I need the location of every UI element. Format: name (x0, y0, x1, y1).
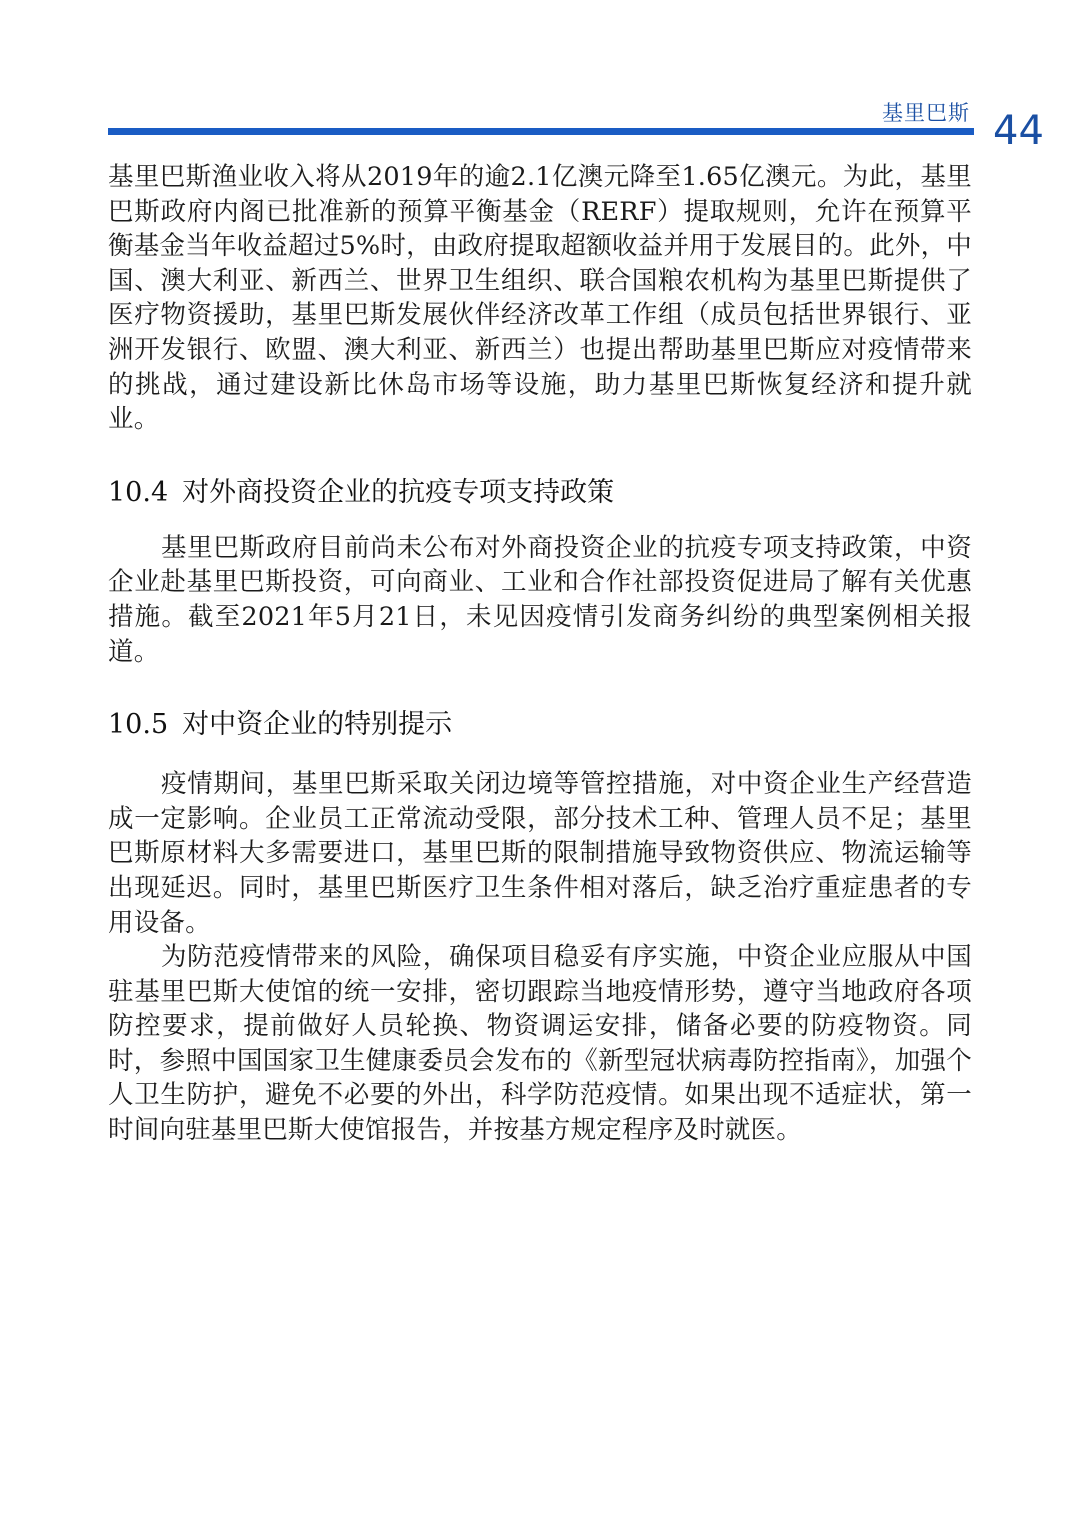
section-10-5-paragraph-2: 为防范疫情带来的风险，确保项目稳妥有序实施，中资企业应服从中国驻基里巴斯大使馆的统一安排，密切跟踪当地疫情形势，遵守当地政府各项防控要求，提前做好人员轮换、物资调运安排，储备必要的防疫物资。同时，参照中国国家卫生健康委员会发布的《新型冠状病毒防控指南》，加强个人卫生防护，避免不必要的外出，科学防范疫情。如果出现不适症状，第一时间向驻基里巴斯大使馆报告，并按基方规定程序及时就医。 (108, 942, 972, 1146)
section-number: 10.5 (108, 709, 169, 741)
page-body (108, 160, 972, 1148)
intro-paragraph: 基里巴斯渔业收入将从2019年的逾2.1亿澳元降至1.65亿澳元。为此，基里巴斯政府内阁已批准新的预算平衡基金（RERF）提取规则，允许在预算平衡基金当年收益超过5%时，由政府提取超额收益并用于发展目的。此外，中国、澳大利亚、新西兰、世界卫生组织、联合国粮农机构为基里巴斯提供了医疗物资援助，基里巴斯发展伙伴经济改革工作组（成员包括世界银行、亚洲开发银行、欧盟、澳大利亚、新西兰）也提出帮助基里巴斯应对疫情带来的挑战，通过建设新比休岛市场等设施，助力基里巴斯恢复经济和提升就业。 (108, 162, 972, 435)
header-rule (108, 128, 974, 135)
section-10-5-paragraph-1: 疫情期间，基里巴斯采取关闭边境等管控措施，对中资企业生产经营造成一定影响。企业员工正常流动受限，部分技术工种、管理人员不足；基里巴斯原材料大多需要进口，基里巴斯的限制措施导致物资供应、物流运输等出现延迟。同时，基里巴斯医疗卫生条件相对落后，缺乏治疗重症患者的专用设备。 (108, 769, 972, 938)
page-number: 44 (993, 108, 1044, 154)
section-title: 对中资企业的特别提示 (182, 709, 453, 741)
section-heading-10-4 (108, 475, 972, 511)
section-number: 10.4 (108, 476, 169, 508)
section-title: 对外商投资企业的抗疫专项支持政策 (182, 476, 615, 508)
section-heading-10-5 (108, 707, 972, 743)
running-header-title: 基里巴斯 (882, 101, 970, 125)
section-10-4-paragraph: 基里巴斯政府目前尚未公布对外商投资企业的抗疫专项支持政策，中资企业赴基里巴斯投资，可向商业、工业和合作社部投资促进局了解有关优惠措施。截至2021年5月21日，未见因疫情引发商务纠纷的典型案例相关报道。 (108, 532, 972, 667)
